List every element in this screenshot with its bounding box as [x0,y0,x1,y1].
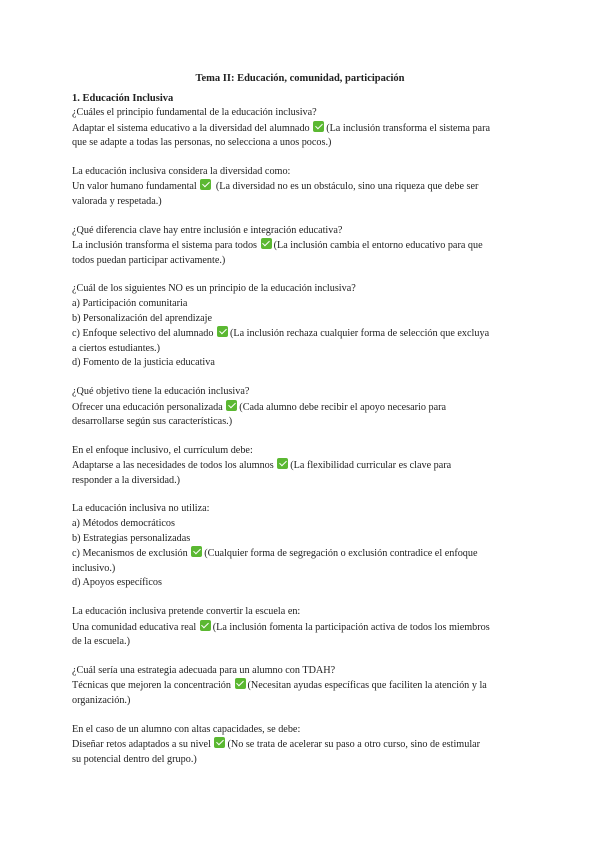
question-text: ¿Cuáles el principio fundamental de la educación inclusiva? [72,107,317,118]
question-block [72,282,528,371]
check-mark-icon [313,121,324,132]
explanation-continuation: valorada y respetada.) [72,195,162,207]
option-b: b) Estrategias personalizadas [72,532,191,544]
document-title: Tema II: Educación, comunidad, participación [195,73,405,84]
answer-line [72,737,528,753]
check-mark-icon [217,326,228,337]
answer-line [72,620,528,636]
explanation-continuation: de la escuela.) [72,636,130,648]
option-d: d) Apoyos específicos [72,577,162,589]
answer-line [72,400,528,416]
section-heading: 1. Educación Inclusiva [72,93,174,104]
question-block [72,605,528,650]
answer-line [72,179,528,195]
explanation-continuation: inclusivo.) [72,562,116,574]
explanation-text: (La inclusión cambia el entorno educativo para que [273,240,483,252]
explanation-text: (La inclusión rechaza cualquier forma de selección que excluya [230,328,490,340]
answer-text: Ofrecer una educación personalizada [72,401,223,413]
question-text: ¿Cuál de los siguientes NO es un principio de la educación inclusiva? [72,283,356,295]
question-block [72,106,528,151]
check-mark-icon [200,179,211,190]
answer-line [72,121,528,137]
option-b: b) Personalización del aprendizaje [72,312,213,324]
question-block [72,224,528,269]
check-mark-icon [200,620,211,631]
question-text: ¿Qué diferencia clave hay entre inclusión e integración educativa? [72,224,343,236]
explanation-text: (No se trata de acelerar su paso a otro curso, sino de estimular [227,739,481,751]
answer-line [72,238,528,254]
explanation-text: (Necesitan ayudas específicas que faciliten la atención y la [247,680,487,692]
explanation-text: (La flexibilidad curricular es clave para [290,460,452,472]
question-text: La educación inclusiva considera la diversidad como: [72,165,291,177]
question-text: En el enfoque inclusivo, el currículum debe: [72,444,253,456]
answer-line [72,458,528,474]
explanation-continuation: su potencial dentro del grupo.) [72,753,197,765]
explanation-continuation: a ciertos estudiantes.) [72,342,160,354]
explanation-continuation: organización.) [72,695,131,706]
option-c-text: c) Enfoque selectivo del alumnado [72,328,214,340]
question-text: La educación inclusiva no utiliza: [72,503,210,515]
question-block [72,502,528,591]
check-mark-icon [235,678,246,689]
question-block [72,385,528,430]
option-c [72,546,528,562]
question-text: ¿Qué objetivo tiene la educación inclusiva? [72,385,250,397]
question-text: En el caso de un alumno con altas capacidades, se debe: [72,723,301,735]
explanation-continuation: responder a la diversidad.) [72,474,181,486]
option-d: d) Fomento de la justicia educativa [72,357,215,369]
answer-text: Adaptarse a las necesidades de todos los alumnos [72,460,274,472]
check-mark-icon [261,238,272,249]
question-block [72,444,528,489]
option-a: a) Métodos democráticos [72,518,175,530]
explanation-text: (La inclusión transforma el sistema para [326,122,490,134]
check-mark-icon [277,458,288,469]
explanation-text: (Cada alumno debe recibir el apoyo necesario para [239,401,447,413]
question-text: La educación inclusiva pretende convertir la escuela en: [72,606,301,618]
option-a: a) Participación comunitaria [72,297,188,309]
explanation-continuation: todos puedan participar activamente.) [72,254,226,266]
check-mark-icon [214,737,225,748]
answer-text: Adaptar el sistema educativo a la diversidad del alumnado [72,122,310,134]
option-c-text: c) Mecanismos de exclusión [72,548,188,560]
explanation-text: (La inclusión fomenta la participación activa de todos los miembros [212,621,490,633]
answer-line [72,678,528,694]
question-block [72,664,528,709]
answer-text: Una comunidad educativa real [72,621,197,633]
answer-text: Un valor humano fundamental [72,181,197,193]
option-c [72,326,528,342]
answer-text: Técnicas que mejoren la concentración [72,680,231,692]
check-mark-icon [226,400,237,411]
explanation-text: (Cualquier forma de segregación o exclusión contradice el enfoque [204,548,478,560]
document-page [72,72,528,781]
question-block [72,723,528,768]
question-text: ¿Cuál sería una estrategia adecuada para un alumno con TDAH? [72,664,336,676]
question-block [72,165,528,210]
check-mark-icon [191,546,202,557]
answer-text: La inclusión transforma el sistema para todos [72,240,258,252]
answer-text: Diseñar retos adaptados a su nivel [72,739,211,751]
explanation-continuation: que se adapte a todas las personas, no selecciona a unos pocos.) [72,137,332,149]
explanation-text: (La diversidad no es un obstáculo, sino una riqueza que debe ser [215,181,479,193]
explanation-continuation: desarrollarse según sus características.) [72,416,233,428]
